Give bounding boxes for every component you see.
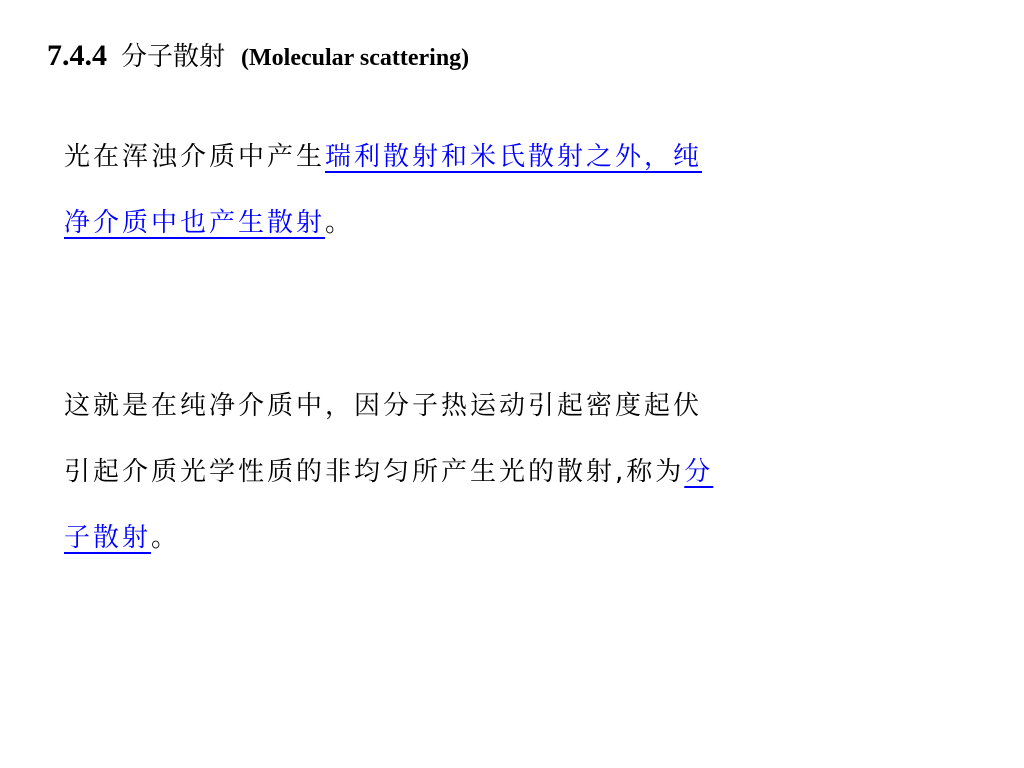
title-english-text: (Molecular scattering) <box>241 45 470 71</box>
paragraph-2-line-2 <box>64 439 964 505</box>
paragraph-1-end-punctuation: 。 <box>325 208 355 238</box>
molecular-scattering-link-part-2[interactable]: 子散射 <box>64 523 152 553</box>
title-chinese-text: 分子散射 <box>121 42 226 72</box>
paragraph-1-plain-text: 光在浑浊介质中产生 <box>64 142 326 172</box>
paragraph-2-line-1: 这就是在纯净介质中，因分子热运动引起密度起伏 <box>64 391 703 421</box>
paragraph-2-end-punctuation: 。 <box>151 523 181 553</box>
paragraph-2-line-3 <box>64 505 964 571</box>
rayleigh-mie-link-text-line-1: 瑞利散射和米氏散射之外，纯 <box>325 142 703 172</box>
paragraph-2-line-2-text: 引起介质光学性质的非均匀所产生光的散射,称为 <box>64 457 685 487</box>
slide-title <box>47 30 469 82</box>
molecular-scattering-link-part-1[interactable]: 分 <box>684 457 714 487</box>
paragraph-molecular-scattering-definition <box>64 373 964 571</box>
paragraph-scattering-intro <box>64 124 964 256</box>
title-section-number: 7.4.4 <box>47 39 107 72</box>
rayleigh-mie-link-text-line-2: 净介质中也产生散射 <box>64 208 326 238</box>
